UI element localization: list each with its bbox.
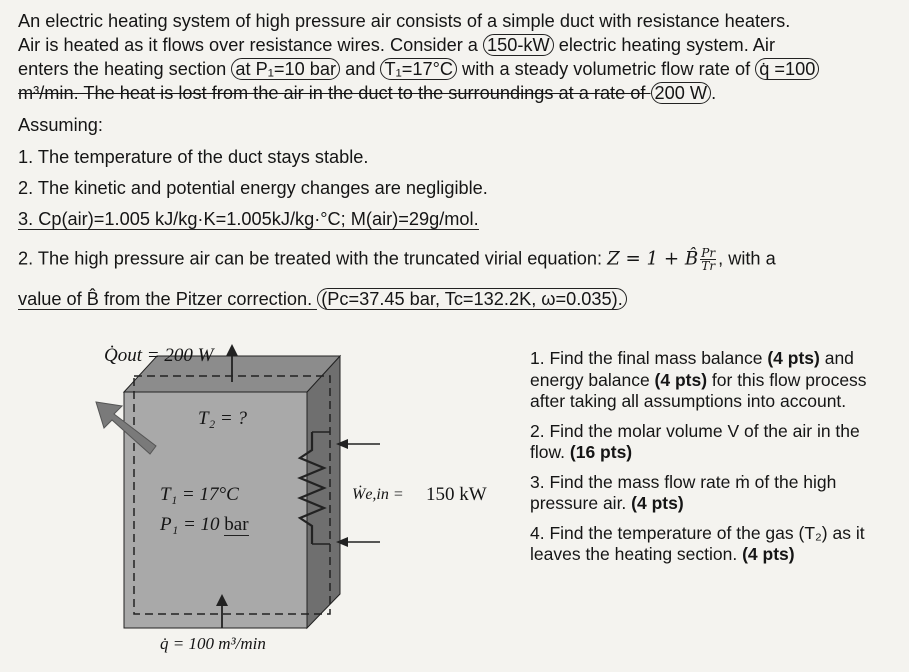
p1-label: P₁ = 10 bar [160,514,249,535]
pitzer-params-circled: (Pc=37.45 bar, Tc=132.2K, ω=0.035). [317,288,627,310]
assumption-5: value of B̂ from the Pitzer correction. (Pc=37.45 bar, Tc=132.2K, ω=0.035). [18,288,627,310]
virial-fraction: $\frac{Pr}{Tr}$ [701,246,716,273]
w-in-label: Ẇe,in = [352,486,404,503]
q-out-label: Q̇out = 200 W [104,345,214,366]
rate-circled: 200 W [651,82,712,104]
question-2: 2. Find the molar volume V of the air in the flow. (16 pts) [530,420,860,462]
problem-line-3: enters the heating section at P₁=10 bar and T₁=17°C with a steady volumetric flow rate of q̇ =100 [18,58,819,80]
problem-line-4: m³/min. The heat is lost from the air in the duct to the surroundings at a rate of 200 W . [18,83,717,103]
question-4: 4. Find the temperature of the gas (T₂) as it leaves the heating section. (4 pts) [530,522,865,564]
assumption-1: 1. The temperature of the duct stays stable. [18,147,369,167]
t1-label: T₁ = 17°C [160,484,239,505]
questions-list [530,348,890,574]
assumption-3: 3. Cp(air)=1.005 kJ/kg·K=1.005kJ/kg·°C; M(air)=29g/mol. [18,209,479,229]
t2-label: T₂ = ? [198,408,247,429]
assumption-2: 2. The kinetic and potential energy changes are negligible. [18,178,488,198]
p1-circled: at P₁=10 bar [231,58,340,80]
t1-circled: T₁=17°C [380,58,457,80]
problem-line-1: An electric heating system of high pressure air consists of a simple duct with resistance heaters. [18,11,791,31]
question-3: 3. Find the mass flow rate ṁ of the high pressure air. (4 pts) [530,471,837,513]
problem-line-2: Air is heated as it flows over resistance wires. Consider a 150-kW electric heating system. Air [18,35,776,55]
assumption-4: 2. The high pressure air can be treated with the truncated virial equation: Z = 1 + B̂ $\frac{Pr}{Tr}$ , with a [18,246,776,273]
question-1: 1. Find the final mass balance (4 pts) and energy balance (4 pts) for this flow process after taking all assumptions into account. [530,348,867,411]
q-dot-label: q̇ = 100 m³/min [160,634,266,653]
assumptions-heading: Assuming: [18,115,103,135]
virial-equation: Z = 1 + B̂ [607,248,699,270]
q-circled: q̇ =100 [755,58,819,80]
power-circled: 150-kW [483,34,554,56]
w-in-value: 150 kW [426,484,487,505]
